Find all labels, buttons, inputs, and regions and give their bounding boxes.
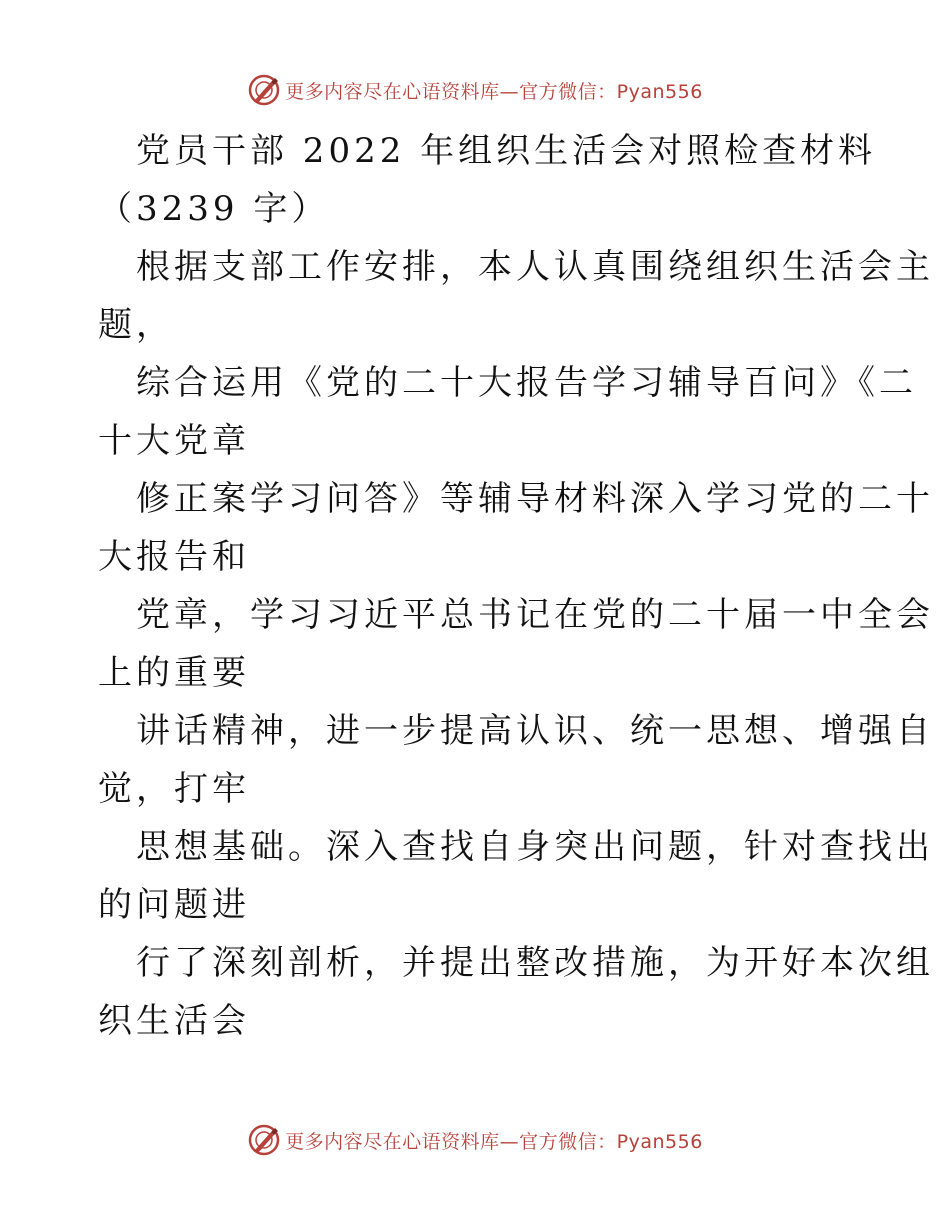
body-line: 织生活会 <box>98 1001 250 1041</box>
watermark-text: 更多内容尽在心语资料库—官方微信：Pyan556 <box>285 1130 703 1153</box>
body-line: 行了深刻剖析，并提出整改措施，为开好本次组 <box>136 943 934 983</box>
body-line: 的问题进 <box>98 885 250 925</box>
pen-logo-icon <box>247 1123 281 1157</box>
body-line: 觉，打牢 <box>98 769 250 809</box>
body-line: 修正案学习问答》等辅导材料深入学习党的二十 <box>136 479 934 519</box>
document-title: 党员干部 2022 年组织生活会对照检查材料 <box>136 131 877 171</box>
body-line: 根据支部工作安排，本人认真围绕组织生活会主 <box>136 247 934 287</box>
body-line: 题， <box>98 305 174 345</box>
body-line: 讲话精神，进一步提高认识、统一思想、增强自 <box>136 711 934 751</box>
watermark-text: 更多内容尽在心语资料库—官方微信：Pyan556 <box>285 80 703 103</box>
header-watermark <box>0 70 950 110</box>
body-line: 思想基础。深入查找自身突出问题，针对查找出 <box>136 827 934 867</box>
body-line: 综合运用《党的二十大报告学习辅导百问》《二 <box>136 363 917 403</box>
document-body <box>98 122 934 1050</box>
footer-watermark <box>0 1120 950 1160</box>
body-line: 十大党章 <box>98 421 250 461</box>
word-count: （3239 字） <box>98 189 330 229</box>
pen-logo-icon <box>247 73 281 107</box>
body-line: 上的重要 <box>98 653 250 693</box>
body-line: 大报告和 <box>98 537 250 577</box>
body-line: 党章，学习习近平总书记在党的二十届一中全会 <box>136 595 934 635</box>
